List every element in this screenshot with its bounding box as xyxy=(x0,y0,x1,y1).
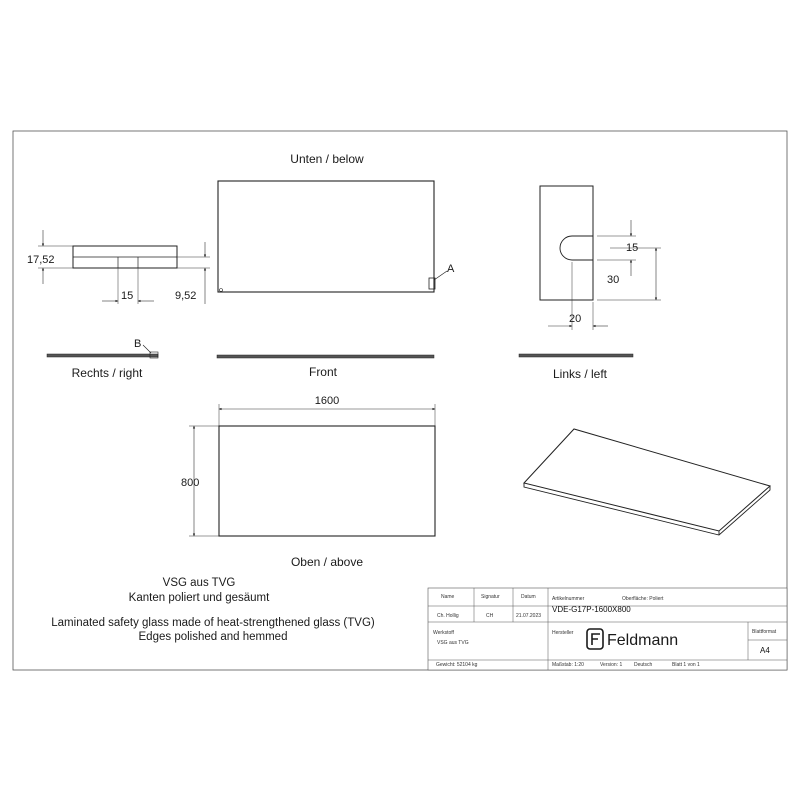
view-above-rect xyxy=(219,426,435,536)
view-below-dot xyxy=(220,289,223,292)
tb-surface-header: Oberfläche: Poliert xyxy=(622,596,664,602)
right-edge-view xyxy=(47,354,158,357)
tb-weight: Gewicht: 52104 kg xyxy=(436,662,478,668)
detail-slot xyxy=(560,236,593,260)
dim-groove-depth-label: 9,52 xyxy=(175,290,197,302)
view-below-rect xyxy=(218,181,434,292)
tb-version: Version: 1 xyxy=(600,662,623,668)
tb-language: Deutsch xyxy=(634,662,653,668)
detail-rect xyxy=(540,186,593,300)
tb-format-value: A4 xyxy=(760,646,770,655)
marker-b-leader xyxy=(143,345,151,353)
left-edge-view xyxy=(519,354,633,357)
note-de-1: VSG aus TVG xyxy=(162,577,236,589)
dim-detail15-label: 15 xyxy=(626,242,639,254)
tb-signature-value: CH xyxy=(486,613,494,619)
tb-signature-header: Signatur xyxy=(481,594,500,600)
isometric-panel-top xyxy=(524,429,770,531)
note-en-2: Edges polished and hemmed xyxy=(138,631,288,643)
tb-article-value: VDE-G17P-1600X800 xyxy=(552,605,631,614)
tb-date-header: Datum xyxy=(521,594,536,600)
note-de-2: Kanten poliert und gesäumt xyxy=(128,592,270,604)
dim-detail20-label: 20 xyxy=(569,313,582,325)
tb-brand: Feldmann xyxy=(607,632,679,649)
dim-detail30-label: 30 xyxy=(607,274,620,286)
tb-manufacturer-header: Hersteller xyxy=(552,630,574,636)
tb-date-value: 21.07.2023 xyxy=(516,613,542,619)
note-en-1: Laminated safety glass made of heat-strengthened glass (TVG) xyxy=(51,617,375,629)
tb-scale: Maßstab: 1:20 xyxy=(552,662,584,668)
marker-b-label: B xyxy=(134,338,142,350)
tb-sheet: Blatt 1 von 1 xyxy=(672,662,700,668)
title-block xyxy=(428,588,787,670)
isometric-panel-edge xyxy=(524,483,770,535)
dim-length-label: 1600 xyxy=(314,395,340,407)
dim-width-label: 800 xyxy=(181,477,200,489)
tb-name-header: Name xyxy=(441,594,455,600)
view-label-front: Front xyxy=(308,365,338,379)
front-edge-view xyxy=(217,355,434,358)
tb-article-header: Artikelnummer xyxy=(552,596,585,602)
tb-material-header: Werkstoff xyxy=(433,630,454,636)
marker-a-leader xyxy=(434,271,447,280)
tb-material-value: VSG aus TVG xyxy=(437,640,469,646)
dim-height-label: 17,52 xyxy=(27,254,55,266)
dim-groove-width-label: 15 xyxy=(121,290,134,302)
view-label-below: Unten / below xyxy=(290,152,364,166)
tb-format-header: Blattformat xyxy=(752,629,777,635)
tb-name-value: Ch. Hollig xyxy=(437,613,459,619)
view-label-above: Oben / above xyxy=(290,555,364,569)
view-label-right: Rechts / right xyxy=(71,366,143,380)
marker-a-label: A xyxy=(447,263,455,275)
view-label-left: Links / left xyxy=(552,367,608,381)
